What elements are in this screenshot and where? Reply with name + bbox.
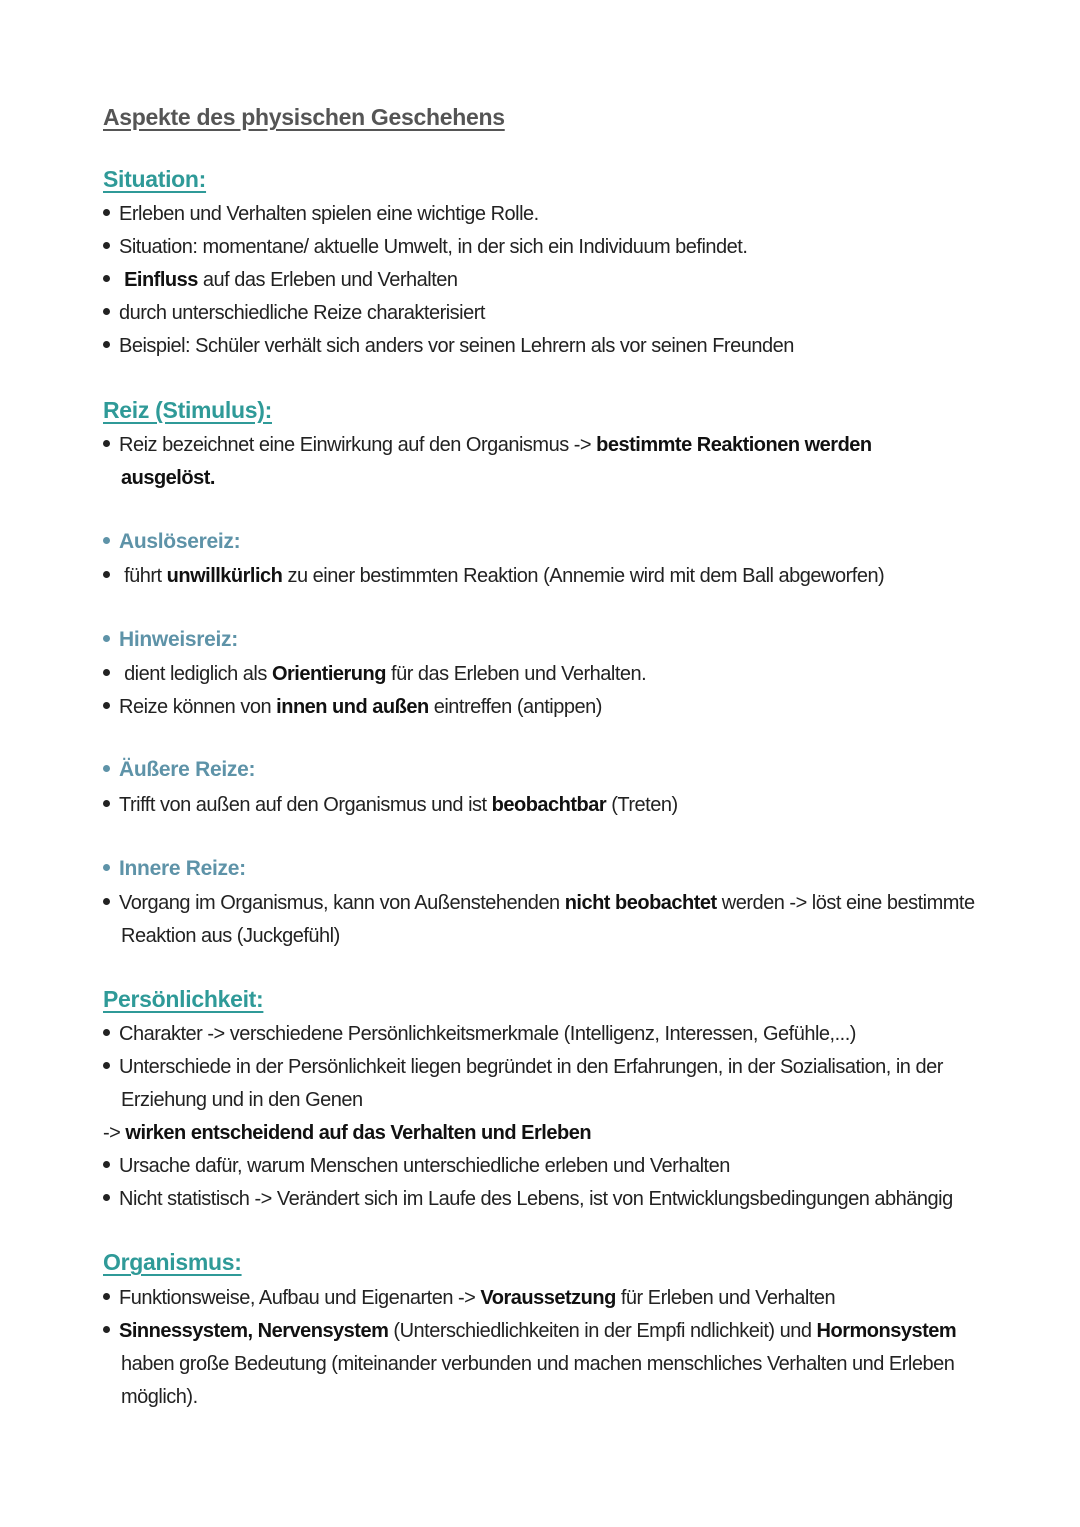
- bullet-icon: [103, 341, 110, 348]
- list-item: Vorgang im Organismus, kann von Außenstehenden nicht beobachtet werden -> löst eine bestimmte: [103, 887, 1003, 920]
- bullet-icon: [103, 1062, 110, 1069]
- list-item: Trifft von außen auf den Organismus und ist beobachtbar (Treten): [103, 789, 1003, 822]
- bullet-icon: [103, 702, 110, 709]
- list-item: Einfluss auf das Erleben und Verhalten: [103, 264, 1003, 297]
- bullet-icon: [103, 1029, 110, 1036]
- heading-hinweisreiz: Hinweisreiz:: [103, 628, 238, 652]
- list-item: Ursache dafür, warum Menschen unterschiedliche erleben und Verhalten: [103, 1150, 1003, 1183]
- list-item: Beispiel: Schüler verhält sich anders vor seinen Lehrern als vor seinen Freunden: [103, 330, 1003, 363]
- list-item: Charakter -> verschiedene Persönlichkeitsmerkmale (Intelligenz, Interessen, Gefühle,...): [103, 1018, 1003, 1051]
- bullet-icon: [103, 1194, 110, 1201]
- bullet-icon: [103, 242, 110, 249]
- list-item: Reiz bezeichnet eine Einwirkung auf den Organismus -> bestimmte Reaktionen werden: [103, 429, 1003, 462]
- list-item-continuation: möglich).: [121, 1386, 198, 1408]
- list-item-continuation: Erziehung und in den Genen: [121, 1089, 363, 1111]
- list-item: Erleben und Verhalten spielen eine wichtige Rolle.: [103, 198, 1003, 231]
- list-item-continuation: haben große Bedeutung (miteinander verbunden und machen menschliches Verhalten und Erleben: [121, 1353, 955, 1375]
- bullet-icon: [103, 1326, 110, 1333]
- list-item: Sinnessystem, Nervensystem (Unterschiedlichkeiten in der Empfi ndlichkeit) und Hormonsystem: [103, 1315, 1003, 1348]
- list-item-continuation: ausgelöst.: [121, 467, 215, 489]
- page-title: Aspekte des physischen Geschehens: [103, 104, 505, 130]
- heading-innere-reize: Innere Reize:: [103, 857, 246, 881]
- list-item: Reize können von innen und außen eintreffen (antippen): [103, 691, 1003, 724]
- bullet-icon: [103, 537, 110, 544]
- heading-aeussere-reize: Äußere Reize:: [103, 758, 255, 782]
- list-item: Unterschiede in der Persönlichkeit liegen begründet in den Erfahrungen, in der Sozialisation, in der: [103, 1051, 1003, 1084]
- heading-reiz: Reiz (Stimulus):: [103, 397, 272, 423]
- bullet-icon: [103, 669, 110, 676]
- list-item: -> wirken entscheidend auf das Verhalten und Erleben: [103, 1122, 592, 1144]
- bullet-icon: [103, 1293, 110, 1300]
- bullet-icon: [103, 800, 110, 807]
- heading-organismus: Organismus:: [103, 1249, 242, 1275]
- bullet-icon: [103, 571, 110, 578]
- bullet-icon: [103, 898, 110, 905]
- list-item: Funktionsweise, Aufbau und Eigenarten -> Voraussetzung für Erleben und Verhalten: [103, 1282, 1003, 1315]
- bullet-icon: [103, 440, 110, 447]
- bullet-icon: [103, 275, 110, 282]
- bullet-icon: [103, 765, 110, 772]
- list-item: dient lediglich als Orientierung für das Erleben und Verhalten.: [103, 658, 1003, 691]
- list-item-continuation: Reaktion aus (Juckgefühl): [121, 925, 340, 947]
- bullet-icon: [103, 209, 110, 216]
- list-item: führt unwillkürlich zu einer bestimmten Reaktion (Annemie wird mit dem Ball abgeworfen): [103, 560, 1003, 593]
- bullet-icon: [103, 864, 110, 871]
- list-item: Situation: momentane/ aktuelle Umwelt, in der sich ein Individuum befindet.: [103, 231, 1003, 264]
- heading-ausloesereiz: Auslösereiz:: [103, 530, 240, 554]
- bullet-icon: [103, 635, 110, 642]
- list-item: durch unterschiedliche Reize charakterisiert: [103, 297, 1003, 330]
- bullet-icon: [103, 1161, 110, 1168]
- heading-situation: Situation:: [103, 166, 207, 192]
- bullet-icon: [103, 308, 110, 315]
- heading-persoenlichkeit: Persönlichkeit:: [103, 986, 264, 1012]
- list-item: Nicht statistisch -> Verändert sich im Laufe des Lebens, ist von Entwicklungsbedingungen abhängig: [103, 1183, 1003, 1216]
